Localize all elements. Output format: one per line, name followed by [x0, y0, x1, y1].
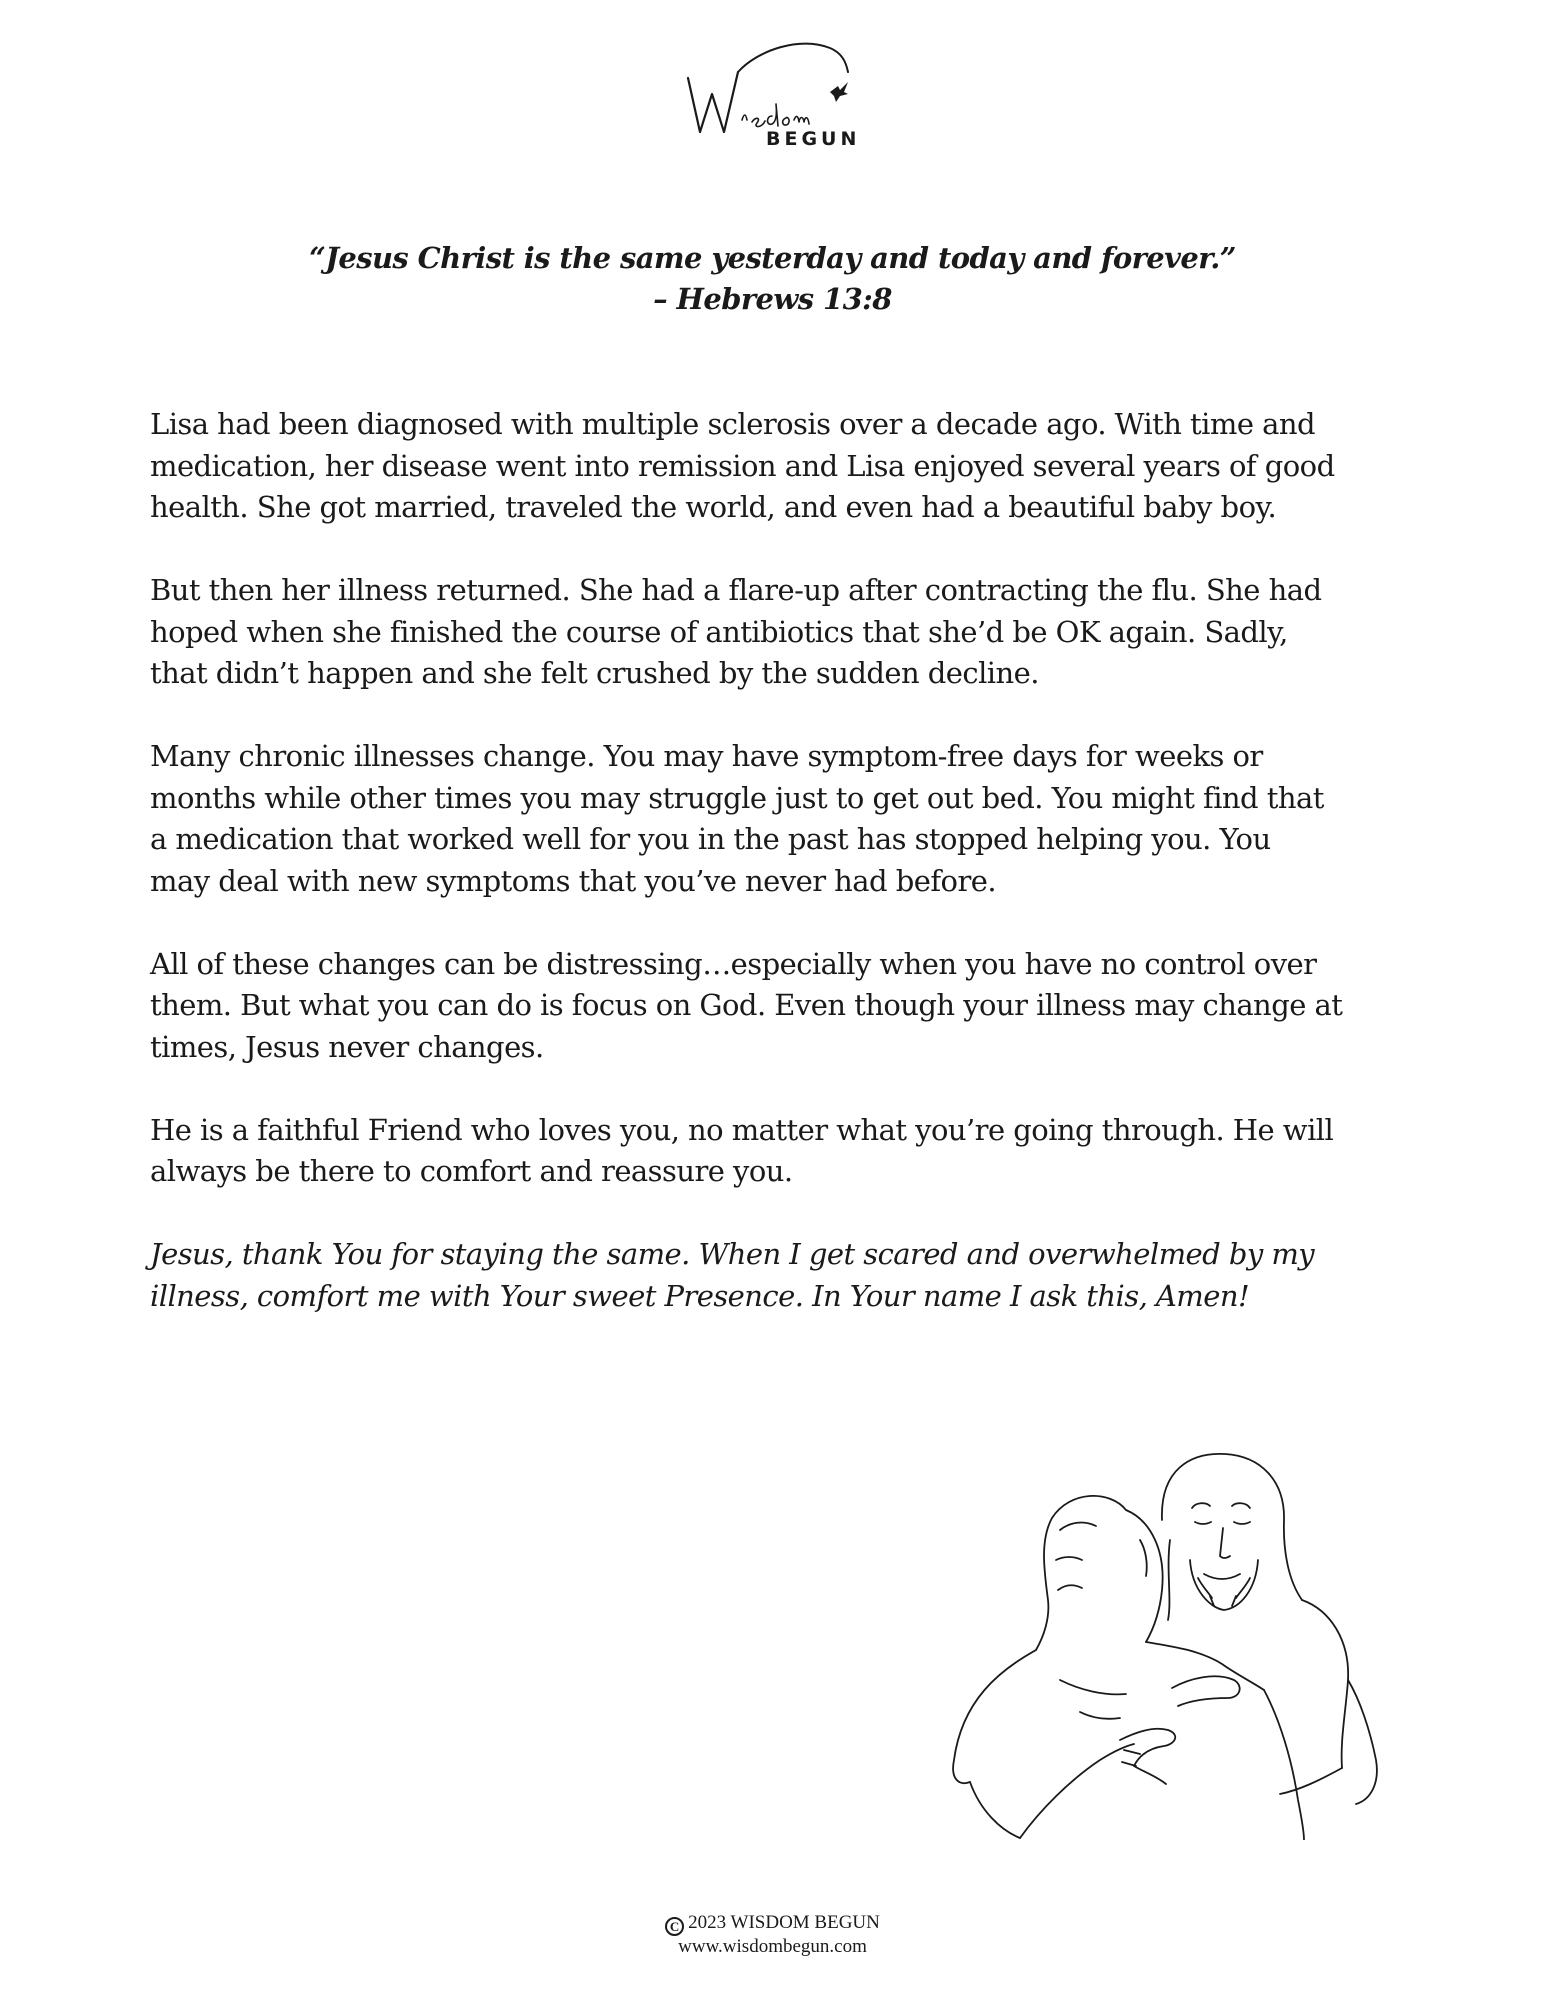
paragraph-line: months while other times you may struggle just to get out bed. You might find that	[150, 780, 1324, 815]
verse-quote: “Jesus Christ is the same yesterday and today and forever.”	[309, 241, 1236, 275]
paragraph-line: Many chronic illnesses change. You may have symptom-free days for weeks or	[150, 739, 1263, 773]
wisdom-begun-logo	[680, 36, 860, 156]
prayer	[150, 1234, 1400, 1317]
paragraph-line: that didn’t happen and she felt crushed by the sudden decline.	[150, 656, 1039, 690]
verse-reference: – Hebrews 13:8	[653, 282, 892, 316]
paragraph-line: But then her illness returned. She had a flare-up after contracting the flu. She had	[150, 573, 1322, 607]
paragraph	[150, 404, 1400, 529]
scripture-verse	[0, 238, 1545, 320]
website-url[interactable]: www.wisdombegun.com	[678, 1936, 867, 1957]
paragraph-line: may deal with new symptoms that you’ve never had before.	[150, 863, 997, 898]
paragraph-line: medication, her disease went into remission and Lisa enjoyed several years of good	[150, 448, 1335, 483]
copyright-line	[0, 1912, 1545, 1936]
paragraph-line: always be there to comfort and reassure you.	[150, 1154, 793, 1188]
paragraph-line: He is a faithful Friend who loves you, no matter what you’re going through. He will	[150, 1112, 1334, 1147]
paragraph-line: them. But what you can do is focus on God. Even though your illness may change at	[150, 988, 1343, 1022]
logo-text: BEGUN	[766, 128, 861, 150]
paragraph-line: hoped when she finished the course of antibiotics that she’d be OK again. Sadly,	[150, 614, 1288, 649]
devotional-body	[150, 404, 1400, 1359]
paragraph-line: a medication that worked well for you in the past has stopped helping you. You	[150, 822, 1271, 856]
paragraph-line: times, Jesus never changes.	[150, 1029, 544, 1064]
copyright-text: 2023 WISDOM BEGUN	[688, 1912, 880, 1933]
paragraph-line: All of these changes can be distressing…especially when you have no control over	[150, 946, 1317, 981]
copyright-icon: C	[665, 1917, 684, 1936]
embrace-illustration	[940, 1450, 1385, 1840]
paragraph-line: Lisa had been diagnosed with multiple sclerosis over a decade ago. With time and	[150, 407, 1315, 441]
paragraph	[150, 944, 1400, 1069]
paragraph	[150, 736, 1400, 902]
embrace-illustration-icon	[940, 1450, 1385, 1840]
prayer-line: Jesus, thank You for staying the same. When I get scared and overwhelmed by my	[150, 1237, 1315, 1271]
paragraph	[150, 1110, 1400, 1193]
prayer-line: illness, comfort me with Your sweet Presence. In Your name I ask this, Amen!	[150, 1278, 1250, 1313]
paragraph	[150, 570, 1400, 695]
footer	[0, 1912, 1545, 1958]
paragraph-line: health. She got married, traveled the world, and even had a beautiful baby boy.	[150, 490, 1277, 524]
